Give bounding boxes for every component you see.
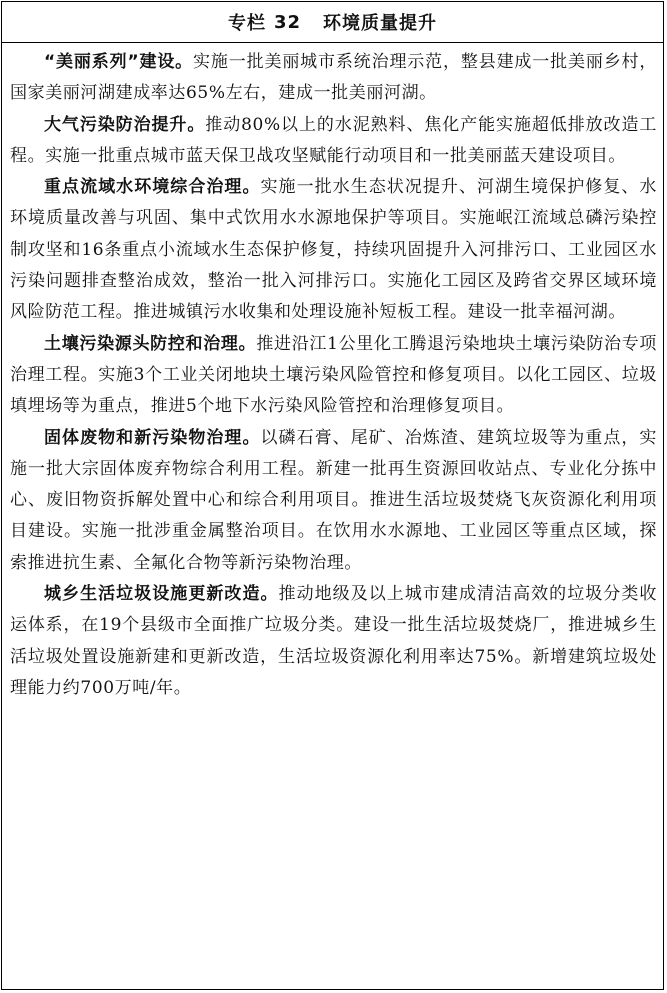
section-body: 实施一批水生态状况提升、河湖生境保护修复、水环境质量改善与巩固、集中式饮用水水源地保护等项目。实施岷江流域总磷污染控制攻坚和16条重点小流域水生态保护修复，持续巩固提升入河排污口、工业园区水污染问题排查整治成效，整治一批入河排污口。实施化工园区及跨省交界区域环境风险防范工程。推进城镇污水收集和处理设施补短板工程。建设一批幸福河湖。: [10, 177, 658, 323]
section-lead: 重点流域水环境综合治理。: [44, 177, 261, 198]
section-air-pollution: [10, 110, 657, 173]
section-body: 推进沿江1公里化工腾退污染地块土壤污染防治专项治理工程。实施3个工业关闭地块土壤污染风险管控和修复项目。以化工园区、垃圾填埋场等为重点，推进5个地下水污染风险管控和治理修复项目。: [10, 333, 657, 417]
section-lead: “美丽系列”建设。: [44, 52, 194, 72]
section-lead: 城乡生活垃圾设施更新改造。: [44, 584, 279, 605]
section-solid-waste: [10, 423, 657, 579]
section-water-environment: [10, 172, 657, 328]
section-lead: 大气污染防治提升。: [44, 114, 206, 135]
column-title: [2, 2, 663, 43]
column-title-number: 32: [273, 11, 302, 33]
section-garbage-facilities: [10, 579, 657, 704]
section-soil-pollution: [10, 329, 657, 423]
column-box: [1, 1, 664, 990]
section-body: 推动地级及以上城市建成清洁高效的垃圾分类收运体系，在19个县级市全面推广垃圾分类。建设一批生活垃圾焚烧厂，推进城乡生活垃圾处置设施新建和更新改造，生活垃圾资源化利用率达75%。新增建筑垃圾处理能力约700万吨/年。: [10, 584, 657, 698]
column-title-prefix: 专栏: [227, 13, 266, 34]
section-beautiful-series: [10, 47, 657, 110]
column-title-text: 环境质量提升: [323, 13, 438, 34]
section-body: 以磷石膏、尾矿、冶炼渣、建筑垃圾等为重点，实施一批大宗固体废弃物综合利用工程。新建一批再生资源回收站点、专业化分拣中心、废旧物资拆解处置中心和综合利用项目。推进生活垃圾焚烧飞灰资源化利用项目建设。实施一批涉重金属整治项目。在饮用水水源地、工业园区等重点区域，探索推进抗生素、全氟化合物等新污染物治理。: [10, 427, 658, 573]
column-content: [2, 43, 663, 704]
section-lead: 固体废物和新污染物治理。: [44, 427, 261, 448]
section-body: 推动80%以上的水泥熟料、焦化产能实施超低排放改造工程。实施一批重点城市蓝天保卫战攻坚赋能行动项目和一批美丽蓝天建设项目。: [10, 114, 657, 166]
section-lead: 土壤污染源头防控和治理。: [44, 333, 257, 354]
section-body: 实施一批美丽城市系统治理示范，整县建成一批美丽乡村，国家美丽河湖建成率达65%左右，建成一批美丽河湖。: [10, 52, 657, 104]
